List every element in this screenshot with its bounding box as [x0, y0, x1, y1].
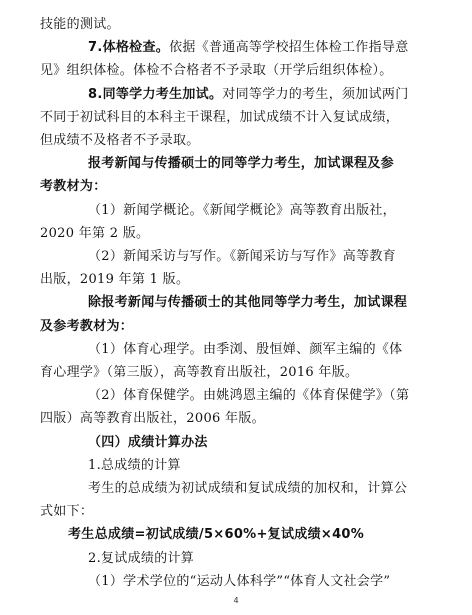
- section-heading-other: 除报考新闻与传播硕士的其他同等学力考生，加试课程: [88, 295, 408, 311]
- text-line: 育心理学》（第三版），高等教育出版社，2016 年版。: [40, 365, 359, 380]
- item-7-physical-exam: [88, 37, 434, 59]
- item-heading: 8.同等学力考生加试。: [88, 86, 223, 102]
- text-line: 但成绩不及格者不予录取。: [40, 133, 200, 148]
- text-line: 考生的总成绩为初试成绩和复试成绩的加权和，计算公: [88, 481, 408, 496]
- page-number: 4: [233, 596, 239, 605]
- score-formula: 考生总成绩=初试成绩/5×60%+复试成绩×40%: [68, 527, 365, 543]
- text-line: 四版）高等教育出版社，2006 年版。: [40, 411, 265, 427]
- text-line: 技能的测试。: [40, 17, 120, 32]
- item-text: 依据《普通高等学校招生体检工作指导意: [169, 40, 409, 56]
- section-heading-journalism-cont: 考教材为：: [40, 179, 107, 195]
- item-8-equivalent-exam: [88, 84, 434, 106]
- text-line: 不同于初试科目的本科主干课程，加试成绩不计入复试成绩，: [40, 109, 400, 125]
- text-line: （2）体育保健学。由姚鸿恩主编的《体育保健学》（第: [88, 388, 410, 404]
- text-line: （1）学术学位的“运动人体科学”“体育人文社会学”: [88, 573, 391, 589]
- item-heading: 7.体格检查。: [88, 40, 170, 56]
- section-heading-other-cont: 及参考教材为：: [40, 318, 134, 334]
- subheading-retest-score: 2.复试成绩的计算: [88, 550, 195, 566]
- subheading-total-score: 1.总成绩的计算: [88, 457, 181, 473]
- text-line: 式如下：: [40, 504, 94, 520]
- text-line: （1）体育心理学。由季浏、殷恒婵、颜军主编的《体: [88, 341, 403, 357]
- item-text: 对同等学力的考生，须加试两门: [222, 86, 409, 102]
- text-line: 见》组织体检。体检不合格者不予录取（开学后组织体检）。: [40, 63, 393, 79]
- section-heading-journalism: 报考新闻与传播硕士的同等学力考生，加试课程及参: [88, 156, 394, 172]
- text-line: （2）新闻采访与写作。《新闻采访与写作》高等教育: [88, 249, 396, 264]
- text-line: 2020 年第 2 版。: [40, 225, 150, 241]
- section-heading-score-calc: （四）成绩计算办法: [88, 434, 208, 450]
- text-line: 出版，2019 年第 1 版。: [40, 272, 190, 288]
- text-line: （1）新闻学概论。《新闻学概论》高等教育出版社，: [88, 202, 396, 218]
